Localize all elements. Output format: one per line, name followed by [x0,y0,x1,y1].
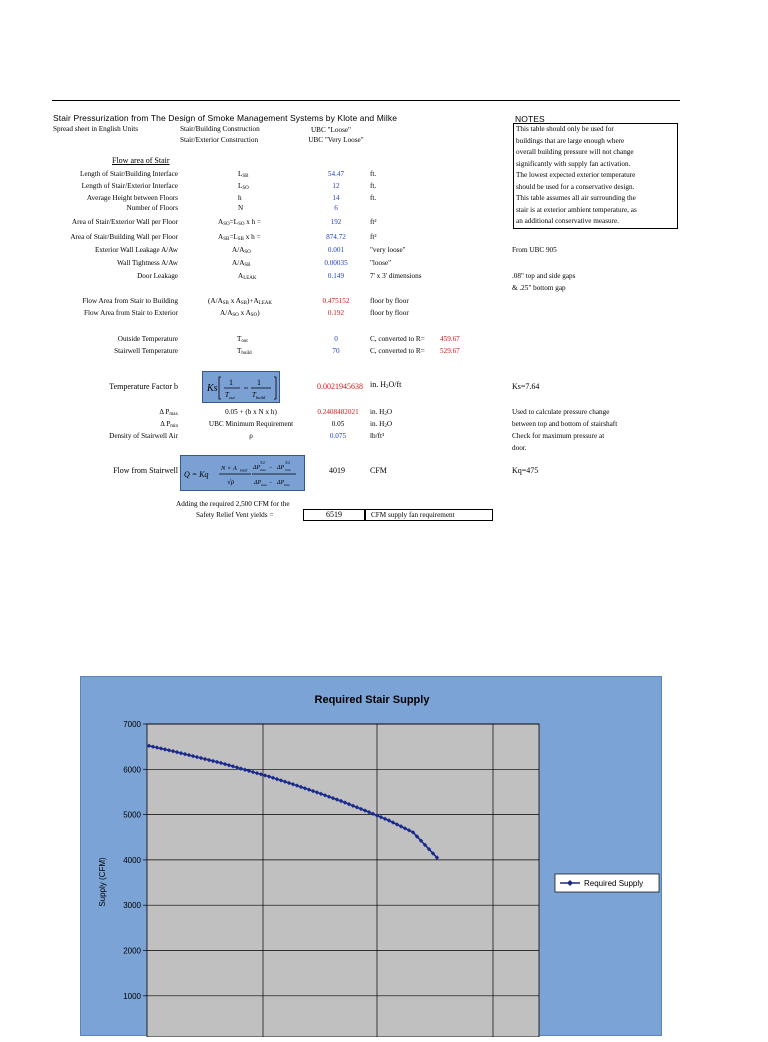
temp-row-unit: C, converted to R= [370,335,425,343]
flow-row-label: Flow Area from Stair to Exterior [83,309,178,317]
construction-label-2: Stair/Exterior Construction [180,136,259,144]
notes-title: NOTES [515,114,545,124]
notes-line: an additional conservative measure. [516,217,619,225]
row-expr: =L [229,233,238,241]
pressure-unit-tail: O [386,408,393,416]
flow-row-expr-part: SB [222,301,229,306]
temp-symbol-main: T [237,335,242,343]
notes-line: buildings that are large enough where [516,136,625,145]
flow-formula-rho: √ρ [227,478,235,486]
construction-label-1: Stair/Building Construction [180,125,260,133]
row-label: Exterior Wall Leakage A/Aw [94,246,178,254]
temp-row-label: Stairwell Temperature [114,347,178,355]
page-title: Stair Pressurization from The Design of Smoke Management Systems by Klote and Milke [53,113,398,123]
flow-formula-n: N × A [221,465,237,472]
pressure-row-expr: ρ [249,432,253,440]
row-label: Area of Stair/Exterior Wall per Floor [71,218,178,226]
temp-row-value: 0 [334,335,338,343]
formula-ks: Ks [207,383,218,394]
row-expr: =L [229,218,239,226]
temp-factor-label: Temperature Factor b [109,382,178,391]
relief-unit: CFM supply fan requirement [365,509,493,521]
flow-row-expr-part: SO [250,313,258,318]
flow-row-expr-part: (A/A [208,297,223,305]
density-note-2: door. [512,444,527,452]
flow-formula-max-2: max [261,483,268,487]
notes-line: This table assumes all air surrounding the [516,194,636,202]
flow-row-expr [220,309,260,318]
pressure-row-unit [370,420,392,429]
row-symbol-main: A/A [232,246,245,254]
row-symbol [238,182,249,191]
row-unit: ft. [370,182,377,190]
row-label: Average Height between Floors [86,194,178,202]
temperature-factor-formula-graphic [203,372,281,404]
pressure-row-label [20,408,178,417]
pressure-unit-main: in. H [370,408,385,416]
flow-formula-graphic [181,456,306,492]
construction-value-1: UBC "Loose" [310,126,351,134]
temperature-factor-formula [202,371,280,403]
flow-from-note: Kq=475 [512,466,539,475]
temp-row-r-value: 459.67 [440,335,460,343]
row-symbol-main: A/A [232,259,245,267]
row-value: 0.001 [327,246,345,254]
row-symbol-sub: LEAK [243,276,257,281]
relief-value: 6519 [303,509,365,521]
row-value: 6 [334,204,338,212]
relief-line-2: Safety Relief Vent yields = [196,511,274,519]
row-expr-sub: SO [238,222,245,227]
pressure-label-main: Δ P [160,420,171,428]
temp-row-label: Outside Temperature [117,335,178,343]
y-tick-label: 6000 [123,765,141,775]
flow-row-expr-part: )+A [247,297,259,305]
y-axis-label: Supply (CFM) [98,857,107,907]
flow-row-expr-part: x A [228,297,241,305]
flow-row-expr-part: LEAK [258,301,272,306]
pressure-label-main: Density of Stairwell Air [109,432,178,440]
notes-line: The lowest expected exterior temperature [516,171,636,179]
y-tick-label: 5000 [123,810,141,820]
pressure-label-sub: min [170,424,178,429]
row-value: 54.47 [327,170,345,178]
row-label: Number of Floors [126,204,178,212]
row-symbol [238,170,249,179]
y-tick-label: 1000 [123,991,141,1001]
temp-symbol-main: T [237,347,242,355]
pressure-unit-tail: O [386,420,393,428]
pressure-unit-main: lb/ft³ [370,432,385,440]
plot-area [147,724,539,1037]
row-symbol [238,272,257,281]
flow-formula-exp-2: 3/2 [285,461,290,465]
temp-symbol-sub: out [241,339,248,344]
row-symbol-sub: SO [242,186,249,191]
pressure-label-main: Δ P [159,408,170,416]
formula-one-b: 1 [257,378,261,387]
notes-line: stair is at exterior ambient temperature, as [516,205,637,214]
pressure-unit-sub: 2 [384,424,387,429]
y-tick-label: 2000 [123,946,141,956]
notes-line: significantly with supply fan activation. [516,159,631,168]
row-symbol [232,259,251,268]
temp-factor-note: Ks=7.64 [512,382,540,391]
row-symbol-sub: SO [223,222,230,227]
flow-row-expr [208,297,272,306]
flow-row-label: Flow Area from Stair to Building [82,297,178,305]
row-note: .08" top and side gaps [512,272,576,280]
row-value: 0.00035 [324,259,348,267]
row-symbol-main: A [218,218,224,226]
formula-one-a: 1 [229,378,233,387]
flow-formula-min-2: min [284,483,290,487]
row-symbol-main: A [218,233,224,241]
row-symbol [238,204,243,213]
row-symbol [218,218,261,227]
row-symbol-sub: SB [223,237,230,242]
row-symbol-main: h [238,194,242,202]
pressure-row-note: Used to calculate pressure change [512,408,610,416]
flow-formula-dp-max-2: ΔP [254,480,262,486]
y-tick-label: 4000 [123,855,141,865]
notes-line: should be used for a conservative design. [516,182,635,191]
temp-row-symbol [237,335,248,344]
notes-line: This table should only be used for [516,125,614,133]
formula-t-out: T [225,391,229,399]
pressure-row-note: between top and bottom of stairshaft [512,420,618,428]
row-symbol-main: N [238,204,244,212]
pressure-unit-sub: 2 [384,412,387,417]
row-note: From UBC 905 [512,246,557,254]
temp-factor-value: 0.0021945638 [317,382,363,391]
row-unit: ft. [370,170,377,178]
row-value: 874.72 [326,233,346,241]
flow-row-value: 0.475152 [322,297,350,305]
row-symbol-main: L [238,182,243,190]
row-unit: ft² [370,218,377,226]
flow-formula-exp-1: 3/2 [260,461,265,465]
flow-formula-dp-min: ΔP [277,465,285,471]
required-stair-supply-chart [80,676,662,1036]
flow-formula-n-sub: total [240,467,248,473]
pressure-label-sub: max [169,412,178,417]
temp-factor-unit: in. $H_2O/ft$ [370,380,402,390]
page-subtitle: Spread sheet in English Units [53,125,139,133]
row-symbol-sub: SB [242,174,249,179]
flow-formula-minus-2: − [269,480,273,486]
row-symbol [238,194,242,203]
construction-value-2: UBC "Very Loose" [308,136,364,144]
temp-row-symbol [237,347,252,356]
row-expr-sub: SB [237,237,244,242]
flow-row-unit: floor by floor [370,297,409,305]
flow-row-expr-part: x A [238,309,251,317]
row-expr-tail: x h = [243,233,261,241]
pressure-unit-main: in. H [370,420,385,428]
flow-row-expr-part: SO [232,313,239,318]
row-unit: 7' x 3' dimensions [370,272,422,280]
row-label: Length of Stair/Exterior Interface [81,182,178,190]
row-symbol [218,233,261,242]
temp-symbol-sub: build [241,351,252,356]
pressure-row-unit [370,408,392,417]
flow-row-value: 0.192 [327,309,345,317]
pressure-row-expr: 0.05 + (b x N x h) [225,408,277,416]
row-unit: "very loose" [370,246,406,254]
notes-line: overall building pressure will not change [516,148,634,156]
flow-from-value: 4019 [329,466,345,475]
y-tick-label: 7000 [123,720,141,729]
row-symbol-sub: SO [244,250,251,255]
legend-label: Required Supply [584,879,644,888]
section-label: Flow area of Stair [112,156,170,165]
flow-formula-dp-min-2: ΔP [277,480,285,486]
relief-line-1: Adding the required 2,500 CFM for the [176,500,290,508]
formula-t-out-sub: out [229,395,235,400]
pressure-row-note: Check for maximum pressure at [512,432,605,440]
row-label: Door Leakage [137,272,178,280]
top-rule [52,100,680,101]
door-note-2: & .25" bottom gap [512,284,566,292]
row-value: 14 [332,194,340,202]
row-label: Area of Stair/Building Wall per Floor [70,233,178,241]
row-symbol-sub: SB [244,263,251,268]
row-label: Length of Stair/Building Interface [80,170,178,178]
row-label: Wall Tightness A/Aw [116,259,178,267]
row-value: 12 [332,182,340,190]
row-symbol-main: L [238,170,243,178]
flow-formula-q: Q = Kq [184,470,209,479]
row-unit: ft² [370,233,377,241]
flow-from-unit: CFM [370,466,387,475]
row-unit: ft. [370,194,377,202]
pressure-row-expr: UBC Minimum Requirement [208,420,294,428]
flow-from-label: Flow from Stairwell [113,466,178,475]
pressure-row-value: 0.075 [329,432,347,440]
flow-formula-max-1: max [260,468,267,472]
flow-row-expr-part: ) [257,309,260,317]
pressure-row-label [20,420,178,429]
formula-t-build: T [252,391,256,399]
pressure-row-value: 0.05 [331,420,345,428]
temp-row-unit: C, converted to R= [370,347,425,355]
formula-t-build-sub: build [256,395,266,400]
row-symbol-main: A [238,272,244,280]
notes-box [513,123,678,229]
temp-row-value: 70 [332,347,340,355]
pressure-row-label [20,432,178,441]
flow-row-expr-part: SB [240,301,248,306]
flow-formula-min-1: min [285,468,291,472]
row-value: 192 [330,218,342,226]
pressure-row-value: 0.2408482021 [317,408,359,416]
row-unit: "loose" [370,259,392,267]
y-tick-label: 3000 [123,901,141,911]
flow-row-unit: floor by floor [370,309,409,317]
temp-row-r-value: 529.67 [440,347,460,355]
chart-svg [81,677,663,1037]
flow-formula-dp-max: ΔP [253,465,261,471]
row-value: 0.149 [327,272,345,280]
flow-formula-minus-1: − [269,465,273,471]
chart-title: Required Stair Supply [314,694,430,706]
row-symbol [232,246,251,255]
row-expr-tail: x h = [244,218,262,226]
flow-row-expr-part: A/A [220,309,233,317]
pressure-row-unit [370,432,384,441]
flow-formula [180,455,305,491]
